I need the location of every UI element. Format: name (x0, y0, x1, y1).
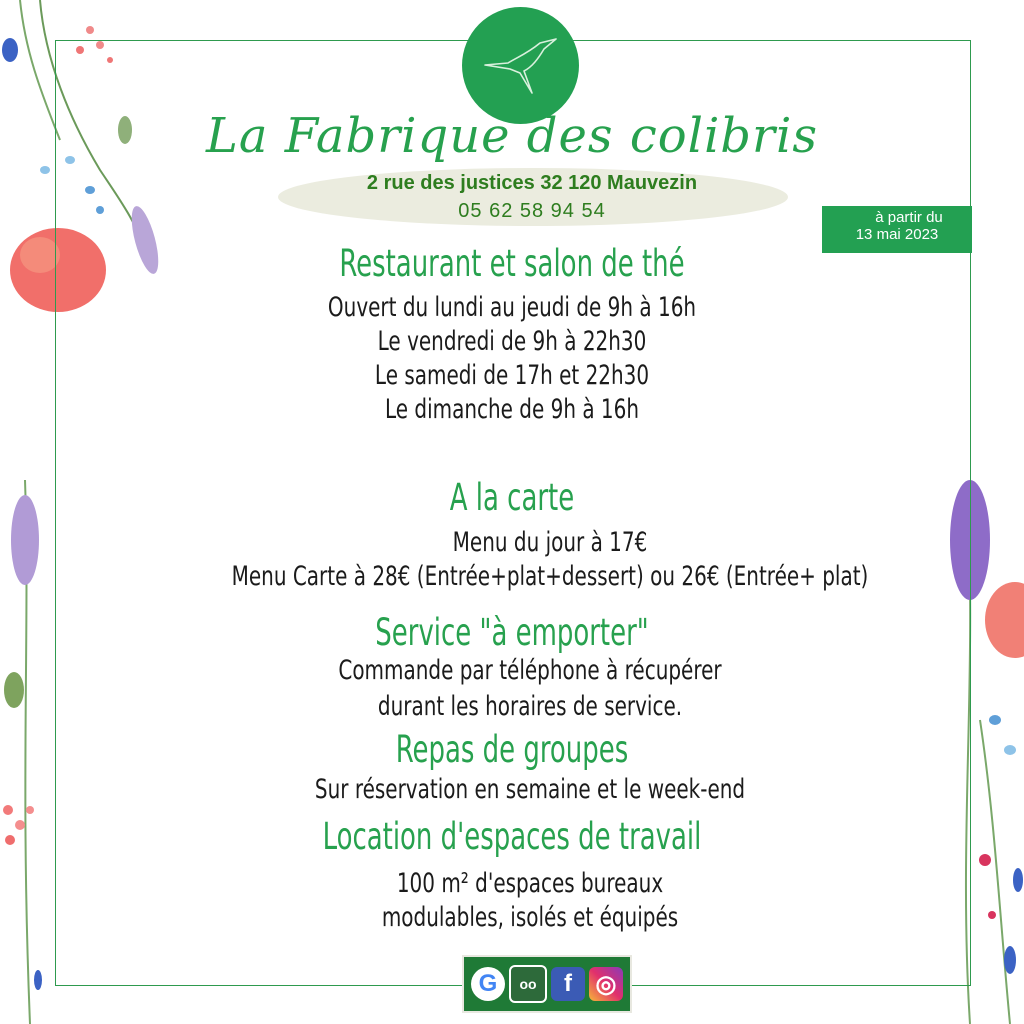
emporter-title: Service "à emporter" (375, 611, 649, 654)
tripadvisor-icon[interactable]: oo (509, 965, 547, 1003)
social-links-bar (462, 955, 632, 1013)
restaurant-line: Ouvert du lundi au jeudi de 9h à 16h (327, 292, 697, 323)
badge-line-1: à partir du (875, 209, 943, 226)
restaurant-title: Restaurant et salon de thé (339, 242, 685, 285)
hummingbird-icon (480, 35, 560, 95)
instagram-icon[interactable]: ◎ (589, 967, 623, 1001)
phone-number: 05 62 58 94 54 (458, 200, 606, 222)
bottom-left-flowers-decoration (0, 480, 60, 1024)
restaurant-line: Le samedi de 17h et 22h30 (374, 360, 650, 391)
address: 2 rue des justices 32 120 Mauvezin (366, 172, 698, 194)
groupes-line: Sur réservation en semaine et le week-end (314, 774, 746, 805)
logo (462, 7, 579, 124)
groupes-title: Repas de groupes (395, 728, 629, 771)
carte-title: A la carte (449, 476, 575, 519)
restaurant-line: Le vendredi de 9h à 22h30 (377, 326, 647, 357)
emporter-line: durant les horaires de service. (377, 691, 683, 722)
google-icon[interactable]: G (471, 967, 505, 1001)
carte-line: Menu du jour à 17€ (452, 527, 648, 558)
brand-name: La Fabrique des colibris (206, 108, 818, 164)
location-line: 100 m² d'espaces bureaux (396, 868, 664, 899)
carte-line: Menu Carte à 28€ (Entrée+plat+dessert) ou 26€ (Entrée+ plat) (231, 561, 869, 592)
emporter-line: Commande par téléphone à récupérer (338, 655, 722, 686)
location-title: Location d'espaces de travail (322, 815, 702, 858)
location-line: modulables, isolés et équipés (381, 902, 679, 933)
facebook-icon[interactable]: f (551, 967, 585, 1001)
badge-line-2: 13 mai 2023 (855, 226, 939, 243)
restaurant-line: Le dimanche de 9h à 16h (384, 394, 640, 425)
